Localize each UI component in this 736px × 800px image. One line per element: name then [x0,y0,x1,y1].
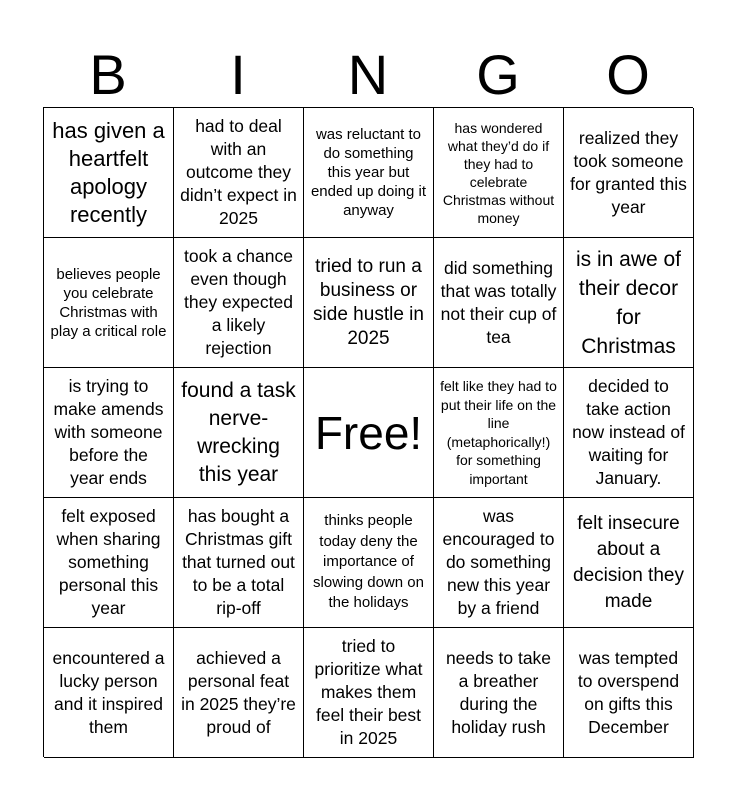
bingo-cell[interactable] [564,108,694,238]
cell-text: realized they took someone for granted this year [570,127,687,217]
bingo-cell[interactable] [564,628,694,758]
cell-text: is trying to make amends with someone before the year ends [53,376,164,488]
cell-text: encountered a lucky person and it inspired them [52,647,165,737]
bingo-cell[interactable] [44,628,174,758]
free-space-cell[interactable] [304,368,434,498]
cell-text: needs to take a breather during the holiday rush [445,647,552,737]
cell-text: was tempted to overspend on gifts this December [577,647,680,737]
bingo-cell[interactable] [304,498,434,628]
bingo-cell[interactable] [174,108,304,238]
bingo-cell[interactable] [174,238,304,368]
bingo-cell[interactable] [174,368,304,498]
bingo-cell[interactable] [44,368,174,498]
cell-text: was encouraged to do something new this year by a friend [442,506,555,618]
bingo-cell[interactable] [434,108,564,238]
header-letter-g: G [476,43,520,106]
cell-text: is in awe of their decor for Christmas [575,247,682,358]
cell-text: had to deal with an outcome they didn’t expect in 2025 [180,116,297,228]
bingo-cell[interactable] [44,498,174,628]
bingo-cell[interactable] [434,498,564,628]
cell-text: has wondered what they’d do if they had to celebrate Christmas without money [442,119,555,226]
header-letter-i: I [230,43,246,106]
cell-text: tried to run a business or side hustle in 2025 [313,255,424,349]
bingo-cell[interactable] [564,498,694,628]
header-letter-n: N [347,43,389,106]
header-letter-o: O [606,43,650,106]
cell-text: took a chance even though they expected a likely rejection [184,246,293,358]
cell-text: was reluctant to do something this year but ended up doing it anyway [310,126,427,219]
bingo-cell[interactable] [44,108,174,238]
cell-text: believes people you celebrate Christmas with play a critical role [50,265,167,340]
cell-text: felt insecure about a decision they made [573,512,684,612]
cell-text: decided to take action now instead of waiting for January. [572,376,685,488]
bingo-cell[interactable] [564,238,694,368]
cell-text: found a task nerve-wrecking this year [181,378,296,486]
header-letter-b: B [89,43,127,106]
cell-text: did something that was totally not their cup of tea [440,257,557,347]
bingo-cell[interactable] [44,238,174,368]
cell-text: has given a heartfelt apology recently [52,117,165,227]
cell-text: achieved a personal feat in 2025 they’re proud of [181,647,296,737]
bingo-cell[interactable] [434,368,564,498]
bingo-cell[interactable] [304,238,434,368]
bingo-cell[interactable] [304,628,434,758]
cell-text: has bought a Christmas gift that turned out to be a total rip-off [182,506,295,618]
bingo-grid [43,107,693,757]
bingo-cell[interactable] [174,498,304,628]
bingo-cell[interactable] [434,628,564,758]
bingo-cell[interactable] [304,108,434,238]
cell-text: felt like they had to put their life on the line (metaphorically!) for something important [440,378,557,487]
bingo-cell[interactable] [174,628,304,758]
cell-text: tried to prioritize what makes them feel their best in 2025 [314,636,423,748]
bingo-cell[interactable] [434,238,564,368]
bingo-header [43,44,693,106]
cell-text: felt exposed when sharing something personal this year [56,506,161,618]
bingo-cell[interactable] [564,368,694,498]
free-space-text: Free! [314,406,423,459]
cell-text: thinks people today deny the importance of slowing down on the holidays [313,512,424,612]
